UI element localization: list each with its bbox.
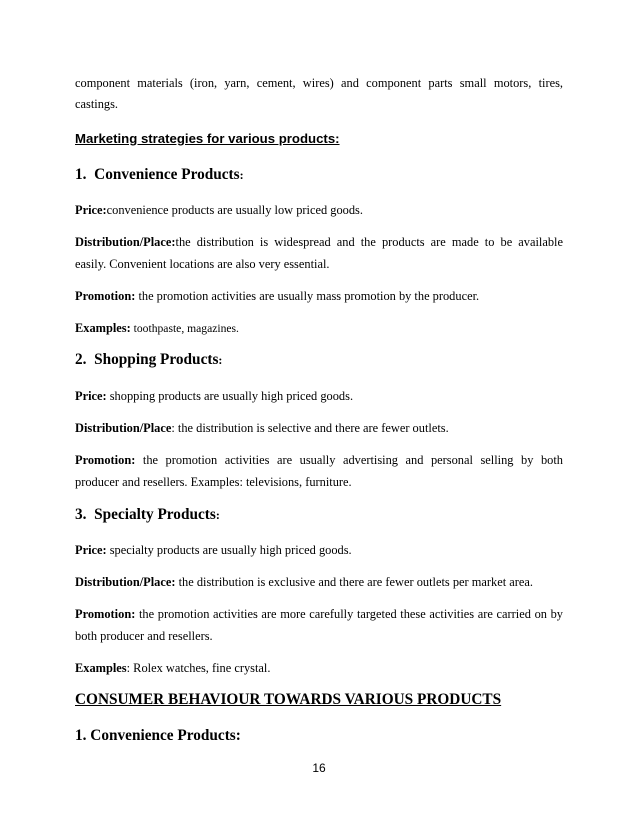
convenience-price — [75, 202, 363, 218]
convenience-promotion — [75, 288, 479, 304]
convenience-dist-label: Distribution/Place: — [75, 235, 176, 249]
convenience-price-label: Price: — [75, 203, 107, 217]
convenience-colon: : — [239, 168, 244, 182]
convenience-examples — [75, 320, 239, 337]
shopping-price-text: shopping products are usually high priced goods. — [106, 389, 354, 403]
shopping-dist-label: Distribution/Place — [75, 421, 172, 435]
shopping-promo-label: Promotion: — [75, 453, 136, 467]
shopping-dist-text: : the distribution is selective and there are fewer outlets. — [171, 421, 449, 435]
shopping-number: 2. — [75, 351, 87, 368]
specialty-promo-text-2: both producer and resellers. — [75, 629, 213, 643]
page-number: 16 — [312, 761, 326, 775]
shopping-promo-text-1: the promotion activities are usually advertising and personal selling by both — [135, 453, 563, 467]
specialty-heading — [75, 507, 220, 523]
marketing-heading: Marketing strategies for various products: — [75, 131, 340, 146]
convenience-examples-text: toothpaste, magazines. — [130, 322, 239, 335]
convenience-dist-text-2: easily. Convenient locations are also very essential. — [75, 257, 330, 271]
convenience-price-text: convenience products are usually low priced goods. — [106, 203, 363, 217]
shopping-heading — [75, 352, 222, 368]
shopping-price-label: Price: — [75, 389, 107, 403]
shopping-price — [75, 388, 353, 404]
shopping-title: Shopping Products — [94, 351, 219, 368]
specialty-dist-label: Distribution/Place: — [75, 575, 176, 589]
specialty-promo-label: Promotion: — [75, 607, 136, 621]
specialty-number: 3. — [75, 506, 87, 523]
shopping-promotion — [75, 452, 563, 468]
specialty-examples-text: : Rolex watches, fine crystal. — [126, 661, 271, 675]
convenience-examples-label: Examples: — [75, 321, 131, 335]
convenience-dist-text-1: the distribution is widespread and the products are made to be available — [175, 235, 563, 249]
intro-line-2: castings. — [75, 97, 119, 111]
convenience-title: Convenience Products — [94, 166, 240, 183]
convenience-heading — [75, 167, 244, 183]
convenience-number: 1. — [75, 166, 87, 183]
shopping-colon: : — [218, 353, 223, 367]
convenience-promo-label: Promotion: — [75, 289, 136, 303]
consumer-subheading: 1. Convenience Products: — [75, 727, 241, 744]
specialty-title: Specialty Products — [94, 506, 216, 523]
specialty-colon: : — [215, 508, 220, 522]
specialty-dist-text: the distribution is exclusive and there are fewer outlets per market area. — [175, 575, 533, 589]
specialty-examples — [75, 660, 270, 676]
specialty-price-text: specialty products are usually high priced goods. — [106, 543, 352, 557]
specialty-price — [75, 542, 352, 558]
specialty-distribution — [75, 574, 533, 590]
specialty-promotion — [75, 606, 563, 622]
consumer-heading: CONSUMER BEHAVIOUR TOWARDS VARIOUS PRODUCTS — [75, 691, 502, 708]
convenience-distribution — [75, 234, 563, 250]
specialty-examples-label: Examples — [75, 661, 127, 675]
specialty-price-label: Price: — [75, 543, 107, 557]
shopping-distribution — [75, 420, 449, 436]
shopping-promo-text-2: producer and resellers. Examples: televisions, furniture. — [75, 475, 352, 489]
specialty-promo-text-1: the promotion activities are more carefully targeted these activities are carried on by — [135, 607, 563, 621]
convenience-promo-text: the promotion activities are usually mass promotion by the producer. — [135, 289, 480, 303]
intro-line-1: component materials (iron, yarn, cement, wires) and component parts small motors, tires, — [75, 76, 563, 90]
